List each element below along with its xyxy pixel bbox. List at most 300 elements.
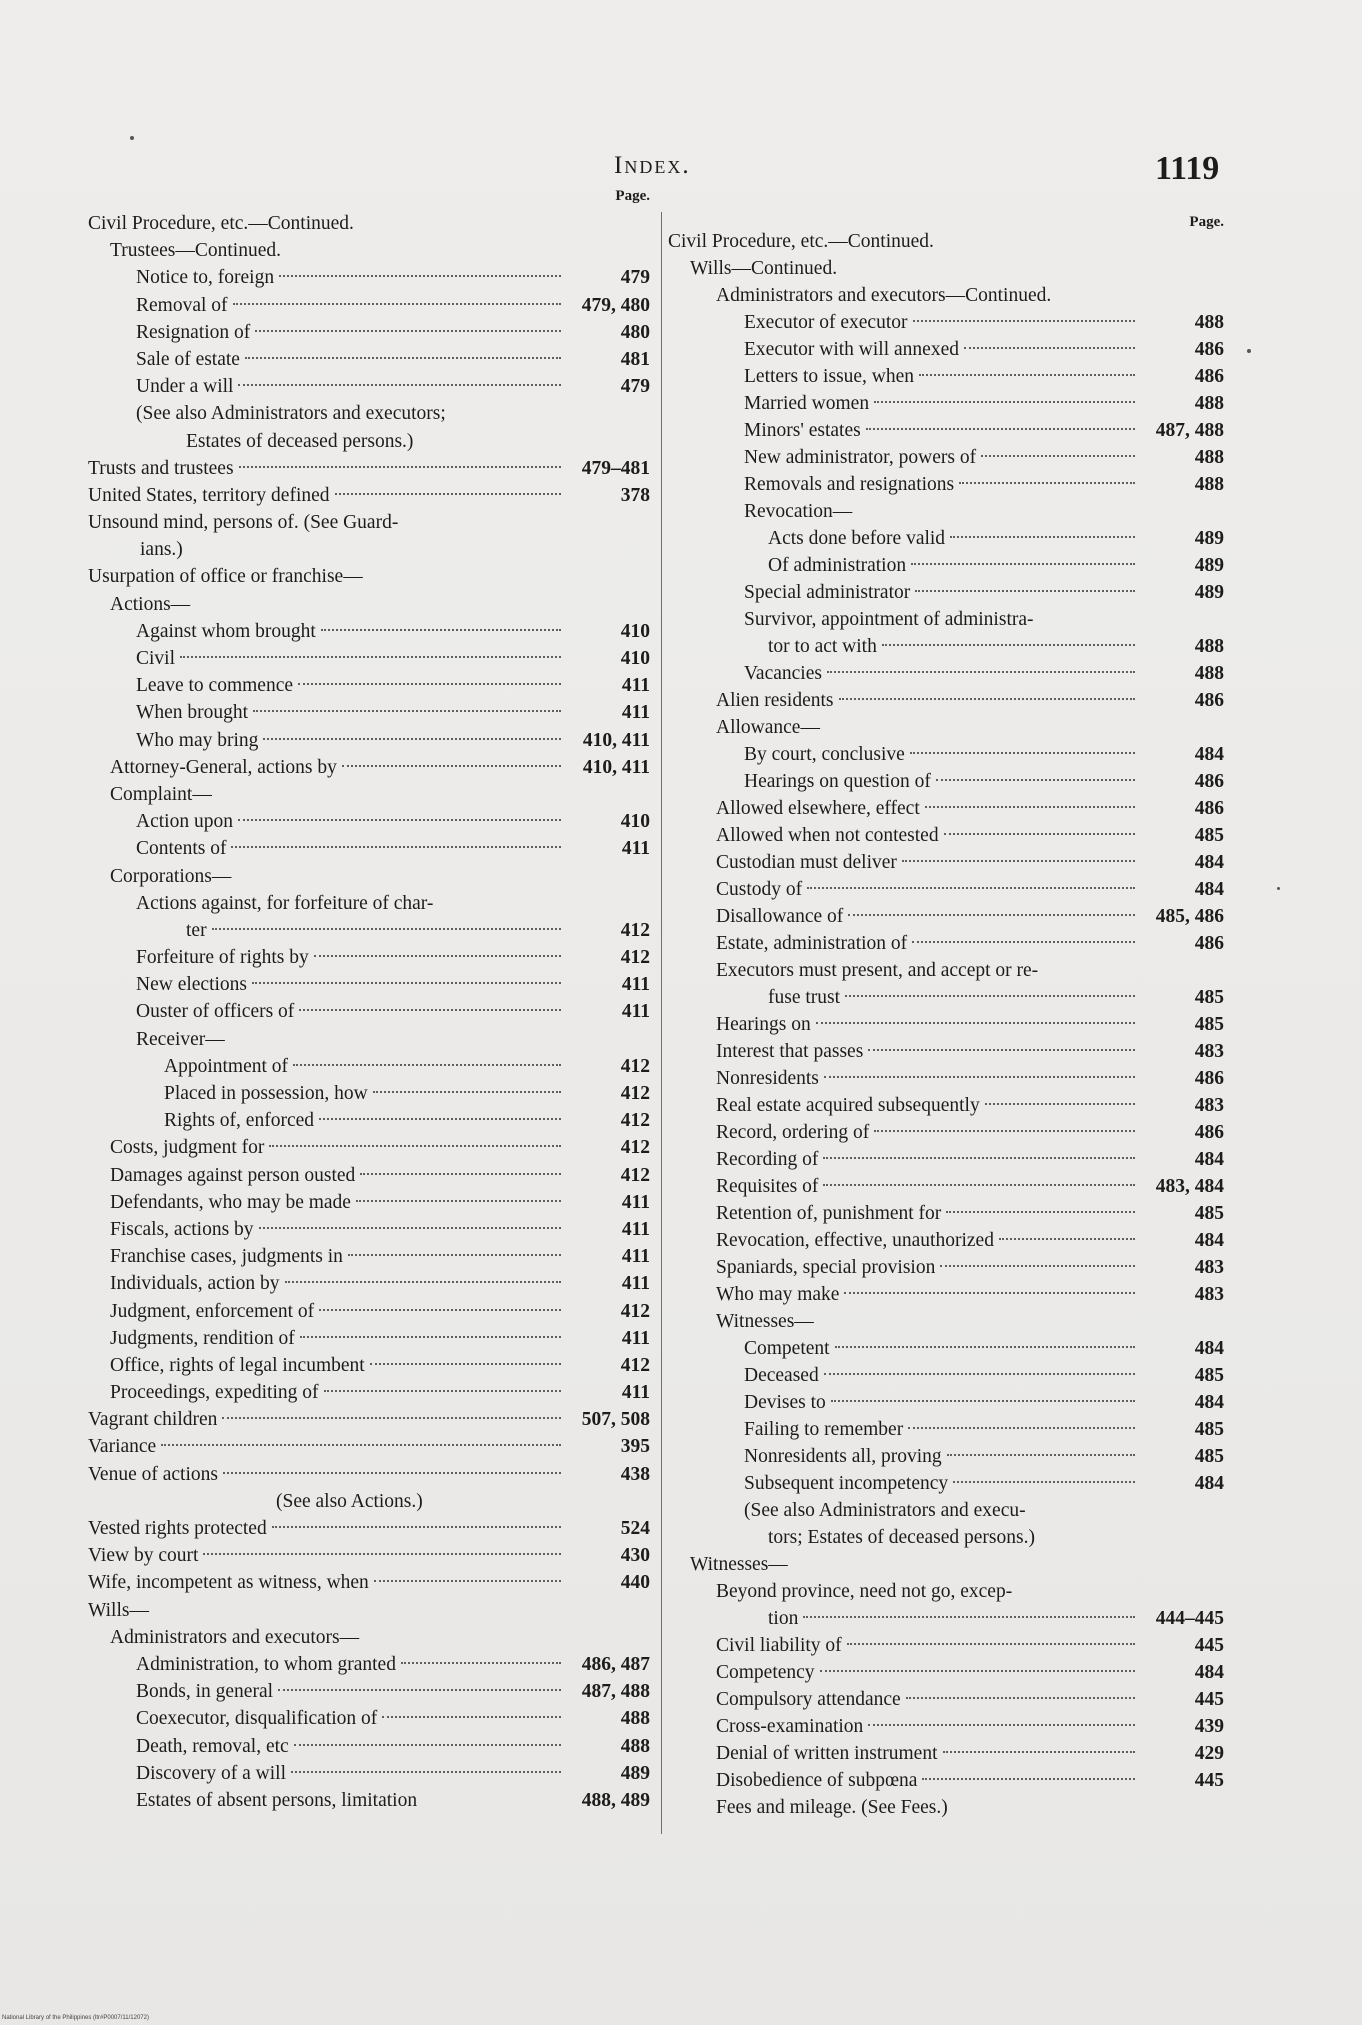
entry-text: Civil Procedure, etc.—Continued. (88, 213, 354, 234)
entry-page-ref: 483 (1194, 1257, 1224, 1278)
entry-page-ref: 395 (620, 1436, 650, 1458)
index-entry (668, 336, 1224, 363)
entry-text: Judgments, rendition of (110, 1327, 295, 1349)
dot-leader (919, 374, 1135, 376)
index-entry (668, 1659, 1224, 1686)
entry-text: Allowed when not contested (716, 825, 939, 846)
dot-leader (803, 1616, 1135, 1618)
dot-leader (298, 683, 561, 685)
entry-text: Removals and resignations (744, 474, 955, 495)
dot-leader (272, 1526, 561, 1528)
entry-text: Revocation— (744, 501, 853, 522)
entry-text: Judgment, enforcement of (110, 1300, 315, 1322)
entry-text: Failing to remember (744, 1419, 904, 1440)
index-entry (668, 714, 1224, 741)
dot-leader (238, 384, 561, 386)
dot-leader (314, 955, 561, 957)
entry-text: ians.) (140, 539, 183, 561)
index-entry (88, 1597, 650, 1624)
entry-text: Defendants, who may be made (110, 1191, 351, 1213)
entry-page-ref: 412 (620, 1110, 650, 1132)
index-entry (668, 1551, 1224, 1578)
entry-text: Costs, judgment for (110, 1137, 265, 1159)
index-entry (668, 1470, 1224, 1497)
dot-leader (824, 1076, 1135, 1078)
index-entry (668, 1065, 1224, 1092)
entry-page-ref: 412 (620, 947, 650, 969)
entry-text: Denial of written instrument (716, 1743, 938, 1764)
entry-text: Placed in possession, how (164, 1083, 368, 1104)
index-entry (88, 1243, 650, 1270)
index-entry (668, 795, 1224, 822)
entry-text: Wills— (88, 1599, 149, 1621)
entry-text: Actions against, for forfeiture of char- (136, 892, 434, 914)
entry-text: Forfeiture of rights by (136, 947, 309, 969)
entry-text: Nonresidents (716, 1068, 819, 1089)
paper-speck (1277, 887, 1280, 890)
entry-page-ref: 411 (621, 1191, 650, 1213)
entry-text: Competent (744, 1338, 830, 1359)
dot-leader (922, 1778, 1135, 1780)
index-entry (88, 917, 650, 944)
dot-leader (233, 303, 561, 305)
entry-text: Custody of (716, 879, 803, 900)
index-entry (88, 781, 650, 808)
entry-text: (See also Administrators and executors; (136, 403, 446, 425)
entry-text: fuse trust (768, 987, 841, 1008)
dot-leader (294, 1744, 561, 1746)
dot-leader (285, 1281, 561, 1283)
page-column-label: Page. (1189, 214, 1224, 230)
entry-page-ref: 487, 488 (1155, 420, 1224, 441)
entry-page-ref: 483 (1194, 1041, 1224, 1062)
entry-page-ref: 488 (620, 1735, 650, 1757)
entry-page-ref: 488 (1194, 312, 1224, 333)
entry-page-ref: 483 (1194, 1284, 1224, 1305)
entry-text: Individuals, action by (110, 1273, 280, 1295)
dot-leader (255, 330, 561, 332)
index-entry (88, 346, 650, 373)
entry-text: Custodian must deliver (716, 852, 897, 873)
entry-page-ref: 484 (1194, 744, 1224, 765)
entry-page-ref: 412 (620, 1083, 650, 1104)
entry-text: Wife, incompetent as witness, when (88, 1572, 369, 1594)
index-entry (88, 1461, 650, 1488)
dot-leader (999, 1238, 1135, 1240)
entry-text: Corporations— (110, 865, 232, 887)
index-entry (668, 1713, 1224, 1740)
index-entry (88, 1733, 650, 1760)
entry-text: Trustees—Continued. (110, 240, 281, 262)
entry-text: Executor with will annexed (744, 339, 959, 360)
entry-page-ref: 412 (620, 1137, 650, 1159)
entry-text: Allowed elsewhere, effect (716, 798, 920, 819)
entry-page-ref: 411 (621, 1246, 650, 1268)
entry-text: Devises to (744, 1392, 826, 1413)
entry-text: By court, conclusive (744, 744, 905, 765)
dot-leader (835, 1346, 1135, 1348)
entry-page-ref: 484 (1194, 1662, 1224, 1683)
index-entry (88, 237, 650, 264)
index-entry (668, 1794, 1224, 1821)
entry-text: Discovery of a will (136, 1762, 287, 1784)
index-entry (668, 1362, 1224, 1389)
index-entry (668, 741, 1224, 768)
entry-page-ref: 486 (1194, 933, 1224, 954)
entry-page-ref: 483 (1194, 1095, 1224, 1116)
entry-text: Real estate acquired subsequently (716, 1095, 980, 1116)
index-entry (88, 1134, 650, 1161)
dot-leader (943, 1751, 1136, 1753)
dot-leader (324, 1390, 562, 1392)
entry-text: Estate, administration of (716, 933, 908, 954)
entry-page-ref: 486, 487 (581, 1653, 650, 1675)
index-entry (88, 998, 650, 1025)
index-entry (668, 1686, 1224, 1713)
index-entry (668, 957, 1224, 984)
index-entry (668, 1524, 1224, 1551)
entry-text: Spaniards, special provision (716, 1257, 936, 1278)
index-entry (88, 1787, 650, 1814)
index-entry (668, 309, 1224, 336)
entry-text: Removal of (136, 294, 228, 316)
dot-leader (348, 1254, 561, 1256)
index-entry (668, 282, 1224, 309)
dot-leader (259, 1227, 561, 1229)
entry-text: Recording of (716, 1149, 819, 1170)
index-entry (668, 1335, 1224, 1362)
entry-page-ref: 486 (1194, 771, 1224, 792)
entry-page-ref: 488 (1194, 474, 1224, 495)
index-entry (668, 255, 1224, 282)
index-entry (668, 390, 1224, 417)
dot-leader (874, 1130, 1135, 1132)
entry-page-ref: 445 (1194, 1770, 1224, 1791)
dot-leader (180, 656, 561, 658)
entry-text: Acts done before valid (768, 528, 946, 549)
index-entry (88, 1270, 650, 1297)
entry-text: Administration, to whom granted (136, 1653, 396, 1675)
dot-leader (299, 1009, 561, 1011)
entry-text: Under a will (136, 376, 234, 398)
entry-text: Contents of (136, 838, 227, 860)
dot-leader (319, 1118, 561, 1120)
entry-page-ref: 411 (621, 974, 650, 996)
dot-leader (981, 455, 1135, 457)
dot-leader (278, 1689, 561, 1691)
column-divider (661, 212, 662, 1834)
entry-page-ref: 378 (620, 484, 650, 506)
entry-page-ref: 484 (1194, 1230, 1224, 1251)
dot-leader (831, 1400, 1135, 1402)
index-entry (668, 1146, 1224, 1173)
entry-text: Competency (716, 1662, 815, 1683)
paper-speck (1247, 349, 1251, 353)
index-entry (88, 727, 650, 754)
entry-text: Against whom brought (136, 620, 316, 642)
entry-page-ref: 488 (1194, 663, 1224, 684)
entry-text: Actions— (110, 593, 191, 615)
entry-text: Civil liability of (716, 1635, 842, 1656)
index-entry (88, 1433, 650, 1460)
entry-text: New administrator, powers of (744, 447, 977, 468)
entry-text: Executor of executor (744, 312, 908, 333)
entry-page-ref: 487, 488 (581, 1681, 650, 1703)
entry-page-ref: 489 (620, 1762, 650, 1784)
index-entry (88, 536, 650, 563)
entries-list (88, 210, 650, 1814)
entry-text: Hearings on question of (744, 771, 931, 792)
index-entry (88, 482, 650, 509)
dot-leader (231, 846, 561, 848)
entry-page-ref: 411 (621, 675, 650, 697)
index-entry (668, 1200, 1224, 1227)
dot-leader (882, 644, 1135, 646)
entry-page-ref: 411 (621, 1273, 650, 1295)
dot-leader (868, 1724, 1135, 1726)
dot-leader (401, 1662, 561, 1664)
entry-text: Interest that passes (716, 1041, 864, 1062)
entry-text: Minors' estates (744, 420, 861, 441)
entry-text: Office, rights of legal incumbent (110, 1354, 365, 1376)
index-entry (668, 1443, 1224, 1470)
dot-leader (866, 428, 1135, 430)
index-entry (668, 1308, 1224, 1335)
dot-leader (374, 1580, 561, 1582)
entry-text: View by court (88, 1545, 199, 1567)
index-entry (88, 1515, 650, 1542)
dot-leader (816, 1022, 1135, 1024)
index-entry (668, 444, 1224, 471)
entry-text: Resignation of (136, 321, 251, 343)
entry-text: tion (768, 1608, 799, 1629)
dot-leader (925, 806, 1135, 808)
entry-page-ref: 412 (620, 1354, 650, 1376)
entry-text: Married women (744, 393, 870, 414)
index-entry (668, 1173, 1224, 1200)
entry-text: Ouster of officers of (136, 1001, 295, 1023)
entry-text: Attorney-General, actions by (110, 756, 337, 778)
entry-page-ref: 484 (1194, 1473, 1224, 1494)
index-entry (88, 971, 650, 998)
running-head: Index. (614, 152, 691, 179)
index-entry (668, 1254, 1224, 1281)
entry-page-ref: 485 (1194, 825, 1224, 846)
index-entry (668, 363, 1224, 390)
dot-leader (252, 982, 561, 984)
dot-leader (902, 860, 1135, 862)
dot-leader (827, 671, 1135, 673)
index-entry (88, 699, 650, 726)
entry-text: Executors must present, and accept or re- (716, 960, 1039, 981)
index-entry (88, 1624, 650, 1651)
index-entry (668, 930, 1224, 957)
entry-text: Subsequent incompetency (744, 1473, 949, 1494)
entry-text: Administrators and executors—Continued. (716, 285, 1052, 306)
entry-text: Proceedings, expediting of (110, 1382, 319, 1404)
entry-text: Letters to issue, when (744, 366, 915, 387)
entry-text: Notice to, foreign (136, 267, 275, 289)
dot-leader (908, 1427, 1135, 1429)
entry-text: Wills—Continued. (690, 258, 838, 279)
dot-leader (238, 819, 561, 821)
entry-page-ref: 411 (621, 1001, 650, 1023)
entry-text: Record, ordering of (716, 1122, 870, 1143)
index-entry (668, 228, 1224, 255)
dot-leader (300, 1336, 561, 1338)
index-entry (668, 1605, 1224, 1632)
entry-page-ref: 438 (620, 1463, 650, 1485)
entry-page-ref: 486 (1194, 690, 1224, 711)
entry-text: Retention of, punishment for (716, 1203, 942, 1224)
scan-credit: National Library of the Philippines (ltr#P0007/11/12072) (2, 2015, 149, 2021)
dot-leader (253, 710, 561, 712)
entry-page-ref: 411 (621, 838, 650, 860)
index-entry (668, 1767, 1224, 1794)
entry-page-ref: 411 (621, 1327, 650, 1349)
entry-text: Venue of actions (88, 1463, 218, 1485)
dot-leader (382, 1716, 561, 1718)
index-entry (88, 1162, 650, 1189)
dot-leader (807, 887, 1135, 889)
index-entry (668, 1038, 1224, 1065)
entry-text: Disobedience of subpœna (716, 1770, 918, 1791)
entry-text: Vagrant children (88, 1409, 218, 1431)
dot-leader (239, 466, 561, 468)
entry-text: Special administrator (744, 582, 911, 603)
index-entry (88, 1352, 650, 1379)
entry-text: Action upon (136, 811, 233, 833)
dot-leader (874, 401, 1135, 403)
index-entry (668, 1497, 1224, 1524)
index-column-left (88, 188, 650, 1814)
dot-leader (360, 1173, 561, 1175)
entry-page-ref: 412 (620, 1055, 650, 1077)
dot-leader (335, 493, 561, 495)
dot-leader (910, 752, 1135, 754)
dot-leader (912, 941, 1135, 943)
entry-text: Appointment of (164, 1055, 289, 1077)
entry-text: Franchise cases, judgments in (110, 1246, 343, 1268)
entry-text: ter (186, 919, 207, 941)
entry-text: Requisites of (716, 1176, 819, 1197)
index-entry (88, 509, 650, 536)
entry-page-ref: 412 (620, 1300, 650, 1322)
entry-page-ref: 410 (620, 648, 650, 669)
index-entry (88, 645, 650, 672)
index-entry (88, 1678, 650, 1705)
dot-leader (269, 1145, 561, 1147)
index-entry (668, 1281, 1224, 1308)
index-entry (88, 400, 650, 427)
entry-text: Estates of absent persons, limitation (136, 1789, 418, 1811)
entry-page-ref: 410 (620, 620, 650, 642)
entry-text: Witnesses— (716, 1311, 814, 1332)
entry-page-ref: 411 (621, 1218, 650, 1240)
entry-page-ref: 480 (620, 321, 650, 343)
index-entry (88, 1379, 650, 1406)
entry-page-ref: 430 (620, 1545, 650, 1567)
index-entry (88, 1651, 650, 1678)
dot-leader (356, 1200, 561, 1202)
entry-page-ref: 440 (620, 1572, 650, 1594)
dot-leader (321, 629, 561, 631)
index-entry (88, 808, 650, 835)
index-entry (88, 672, 650, 699)
entry-page-ref: 485 (1194, 1014, 1224, 1035)
entry-text: Administrators and executors— (110, 1626, 360, 1648)
entry-text: Who may bring (136, 729, 259, 751)
entry-page-ref: 483, 484 (1155, 1176, 1224, 1197)
index-column-right (668, 214, 1224, 1821)
index-entry (88, 563, 650, 590)
index-entry (88, 1325, 650, 1352)
entry-page-ref: 489 (1194, 582, 1224, 603)
dot-leader (947, 1454, 1135, 1456)
dot-leader (868, 1049, 1135, 1051)
dot-leader (823, 1157, 1135, 1159)
dot-leader (911, 563, 1135, 565)
index-entry (668, 687, 1224, 714)
index-entry (88, 319, 650, 346)
index-entry (88, 264, 650, 291)
entry-text: Deceased (744, 1365, 819, 1386)
entry-page-ref: 429 (1194, 1743, 1224, 1764)
index-entry (668, 876, 1224, 903)
dot-leader (906, 1697, 1135, 1699)
dot-leader (944, 833, 1135, 835)
entry-page-ref: 485 (1194, 1365, 1224, 1386)
index-entry (88, 1080, 650, 1107)
entry-page-ref: 488 (620, 1708, 650, 1730)
dot-leader (824, 1373, 1135, 1375)
entry-page-ref: 479 (620, 376, 650, 398)
dot-leader (373, 1091, 561, 1093)
entry-text: Rights of, enforced (164, 1110, 315, 1132)
entry-page-ref: 507, 508 (581, 1409, 650, 1431)
dot-leader (946, 1211, 1135, 1213)
entry-page-ref: 486 (1194, 1122, 1224, 1143)
entry-text: Alien residents (716, 690, 834, 711)
index-entry (88, 1760, 650, 1787)
dot-leader (953, 1481, 1135, 1483)
entry-page-ref: 410, 411 (582, 756, 650, 778)
index-entry (668, 768, 1224, 795)
index-entry (668, 417, 1224, 444)
entry-text: Estates of deceased persons.) (186, 430, 414, 452)
dot-leader (370, 1363, 561, 1365)
index-entry (88, 835, 650, 862)
entry-text: Civil Procedure, etc.—Continued. (668, 231, 934, 252)
entry-page-ref: 410 (620, 811, 650, 833)
dot-leader (915, 590, 1135, 592)
index-entry (88, 455, 650, 482)
index-entry (668, 1416, 1224, 1443)
dot-leader (820, 1670, 1135, 1672)
dot-leader (936, 779, 1135, 781)
entry-page-ref: 485 (1194, 987, 1224, 1008)
entry-page-ref: 445 (1194, 1689, 1224, 1710)
dot-leader (959, 482, 1135, 484)
dot-leader (263, 738, 561, 740)
index-entry (88, 1542, 650, 1569)
entry-page-ref: 486 (1194, 798, 1224, 819)
entry-text: Death, removal, etc (136, 1735, 289, 1757)
index-entry (668, 849, 1224, 876)
entry-page-ref: 479, 480 (581, 294, 650, 316)
dot-leader (279, 275, 561, 277)
entry-text: Hearings on (716, 1014, 811, 1035)
